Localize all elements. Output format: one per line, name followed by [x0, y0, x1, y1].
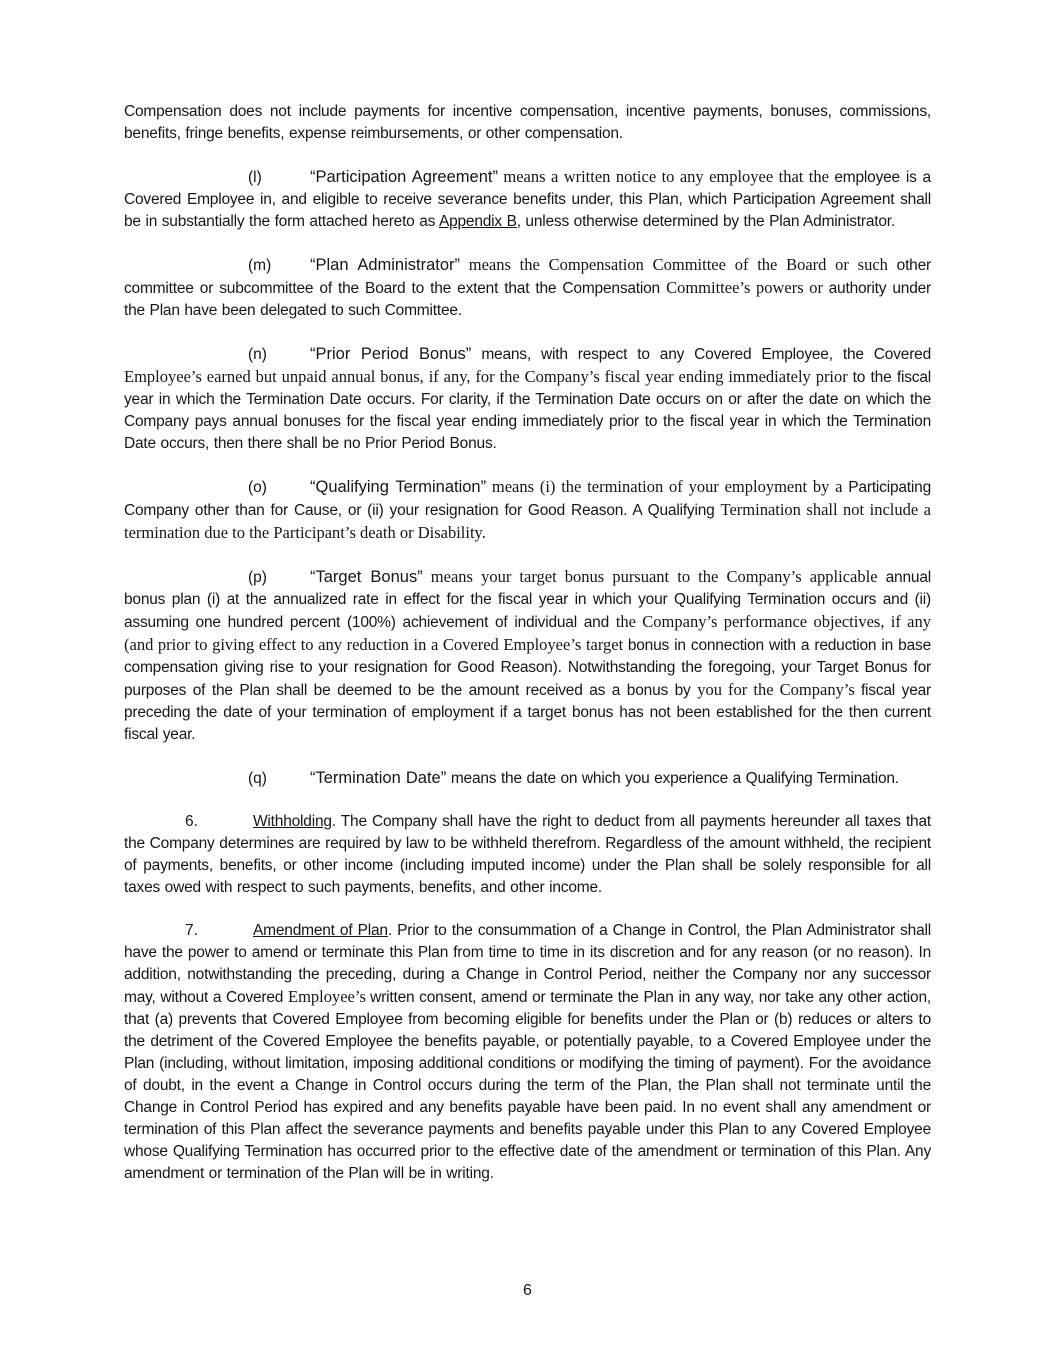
text-run: authority under the Plan have been delegated to such Committee. — [124, 280, 932, 319]
paragraph — [124, 476, 931, 545]
paragraph-marker: (l) — [248, 169, 262, 186]
text-run: Employee’s earned but unpaid annual bonus, if any, for the Company’s fiscal year ending immediately prior — [124, 367, 853, 386]
text-run: “Plan Administrator” — [310, 256, 461, 274]
paragraph — [124, 254, 931, 322]
text-run: . The Company shall have the right to deduct from all payments hereunder all taxes that the Company determines are required by law to be withheld therefrom. Regardless of the amount withheld, the recipient of payments, benefits, or other income (including imputed income) under the Plan shall be solely responsible for all taxes owed with respect to such payments, benefits, and other income. — [124, 813, 931, 896]
text-run: means a written notice to any employee that the — [497, 167, 835, 186]
text-run: other committee or subcommittee of the Board to the extent that the Compensation — [124, 257, 931, 297]
text-run: fiscal year preceding the date of your termination of employment if a target bonus has not been established for the then current fiscal year. — [124, 682, 931, 743]
paragraph — [124, 566, 931, 746]
text-run: means, with respect to any Covered Employee, the Covered — [471, 346, 931, 363]
paragraph — [124, 166, 931, 233]
text-run: Committee’s powers or — [666, 278, 829, 297]
text-run: the Company’s performance objectives, if any (and prior to giving effect to any reduction in a Covered Employee’s target — [124, 612, 931, 654]
paragraph — [124, 920, 931, 1185]
text-run: written consent, amend or terminate the Plan in any way, nor take any other action, that (a) prevents that Covered Employee from becoming eligible for benefits under the Plan or (b) reduces or alters to the detriment of the Covered Employee the benefits payable, or potentially payable, to a Covered Employee under the Plan (including, without limitation, imposing additional conditions or modifying the timing of payment). For the avoidance of doubt, in the event a Change in Control occurs during the term of the Plan, the Plan shall not terminate until the Change in Control Period has expired and any benefits payable have been paid. In no event shall any amendment or termination of this Plan affect the severance payments and benefits payable under this Plan to any Covered Employee whose Qualifying Termination has occurred prior to the effective date of the amendment or termination of this Plan. Any amendment or termination of the Plan will be in writing. — [124, 989, 931, 1182]
paragraph — [124, 767, 931, 790]
paragraph-marker: 7. — [185, 922, 198, 939]
text-run: . Prior to the consummation of a Change in Control, the Plan Administrator shall have the power to amend or terminate this Plan from time to time in its discretion and for any reason (or no reason). In addition, notwithstanding the preceding, during a Change in Control Period, neither the Company nor any successor may, without a Covered — [124, 922, 931, 1006]
text-run: “Prior Period Bonus” — [310, 345, 472, 363]
text-run: “Termination Date” — [310, 769, 447, 787]
text-run: Withholding — [253, 813, 332, 830]
text-run: “Target Bonus” — [310, 568, 423, 586]
paragraph-marker: (n) — [248, 346, 267, 363]
paragraph — [124, 343, 931, 455]
paragraph-marker: (p) — [248, 569, 267, 586]
page-number: 6 — [523, 1282, 532, 1299]
document-body — [124, 101, 931, 1206]
text-run: , unless otherwise determined by the Plan Administrator. — [516, 213, 895, 230]
paragraph-marker: 6. — [185, 813, 198, 830]
text-run: “Participation Agreement” — [310, 168, 498, 186]
text-run: Compensation does not include payments for incentive compensation, incentive payments, bonuses, commissions, benefits, fringe benefits, expense reimbursements, or other compensation. — [124, 103, 931, 142]
text-run: Appendix B — [438, 213, 517, 230]
text-run: “Qualifying Termination” — [310, 478, 487, 496]
text-run: means your target bonus pursuant to the Company’s applicable — [422, 567, 886, 586]
paragraph-marker: (q) — [248, 770, 267, 787]
paragraph-marker: (m) — [248, 257, 272, 274]
text-run: Amendment of Plan — [253, 922, 388, 939]
text-run: means the Compensation Committee of the Board or such — [460, 255, 897, 274]
text-run: Participating Company other than for Cause, or (ii) your resignation for Good Reason. A Qualifying — [124, 479, 931, 519]
text-run: annual bonus plan (i) at the annualized rate in effect for the fiscal year in which your Qualifying Termination occurs and (ii) assuming one hundred percent (100%) achievement of individual and — [124, 569, 931, 631]
text-run: means the date on which you experience a Qualifying Termination. — [446, 770, 899, 787]
text-run: to the fiscal year in which the Termination Date occurs. For clarity, if the Termination Date occurs on or after the date on which the Company pays annual bonuses for the fiscal year ending immediately prior to the fiscal year in which the Termination Date occurs, then there shall be no Prior Period Bonus. — [124, 369, 931, 452]
paragraph-marker: (o) — [248, 479, 267, 496]
text-run: employee is a Covered Employee in, and eligible to receive severance benefits under, this Plan, which Participation Agreement shall be in substantially the form attached hereto as — [124, 169, 931, 230]
text-run: bonus in connection with a reduction in base compensation giving rise to your resignation for Good Reason). Notwithstanding the foregoing, your Target Bonus for purposes of the Plan shall be deemed to be the amount received as a bonus by — [124, 637, 931, 699]
text-run: you for the Company’s — [697, 680, 861, 699]
text-run: Termination shall not include a termination due to the Participant’s death or Disability. — [124, 500, 931, 542]
text-run: Employee’s — [287, 987, 371, 1006]
paragraph — [124, 101, 931, 145]
paragraph — [124, 811, 931, 899]
text-run: means (i) the termination of your employment by a — [486, 477, 849, 496]
